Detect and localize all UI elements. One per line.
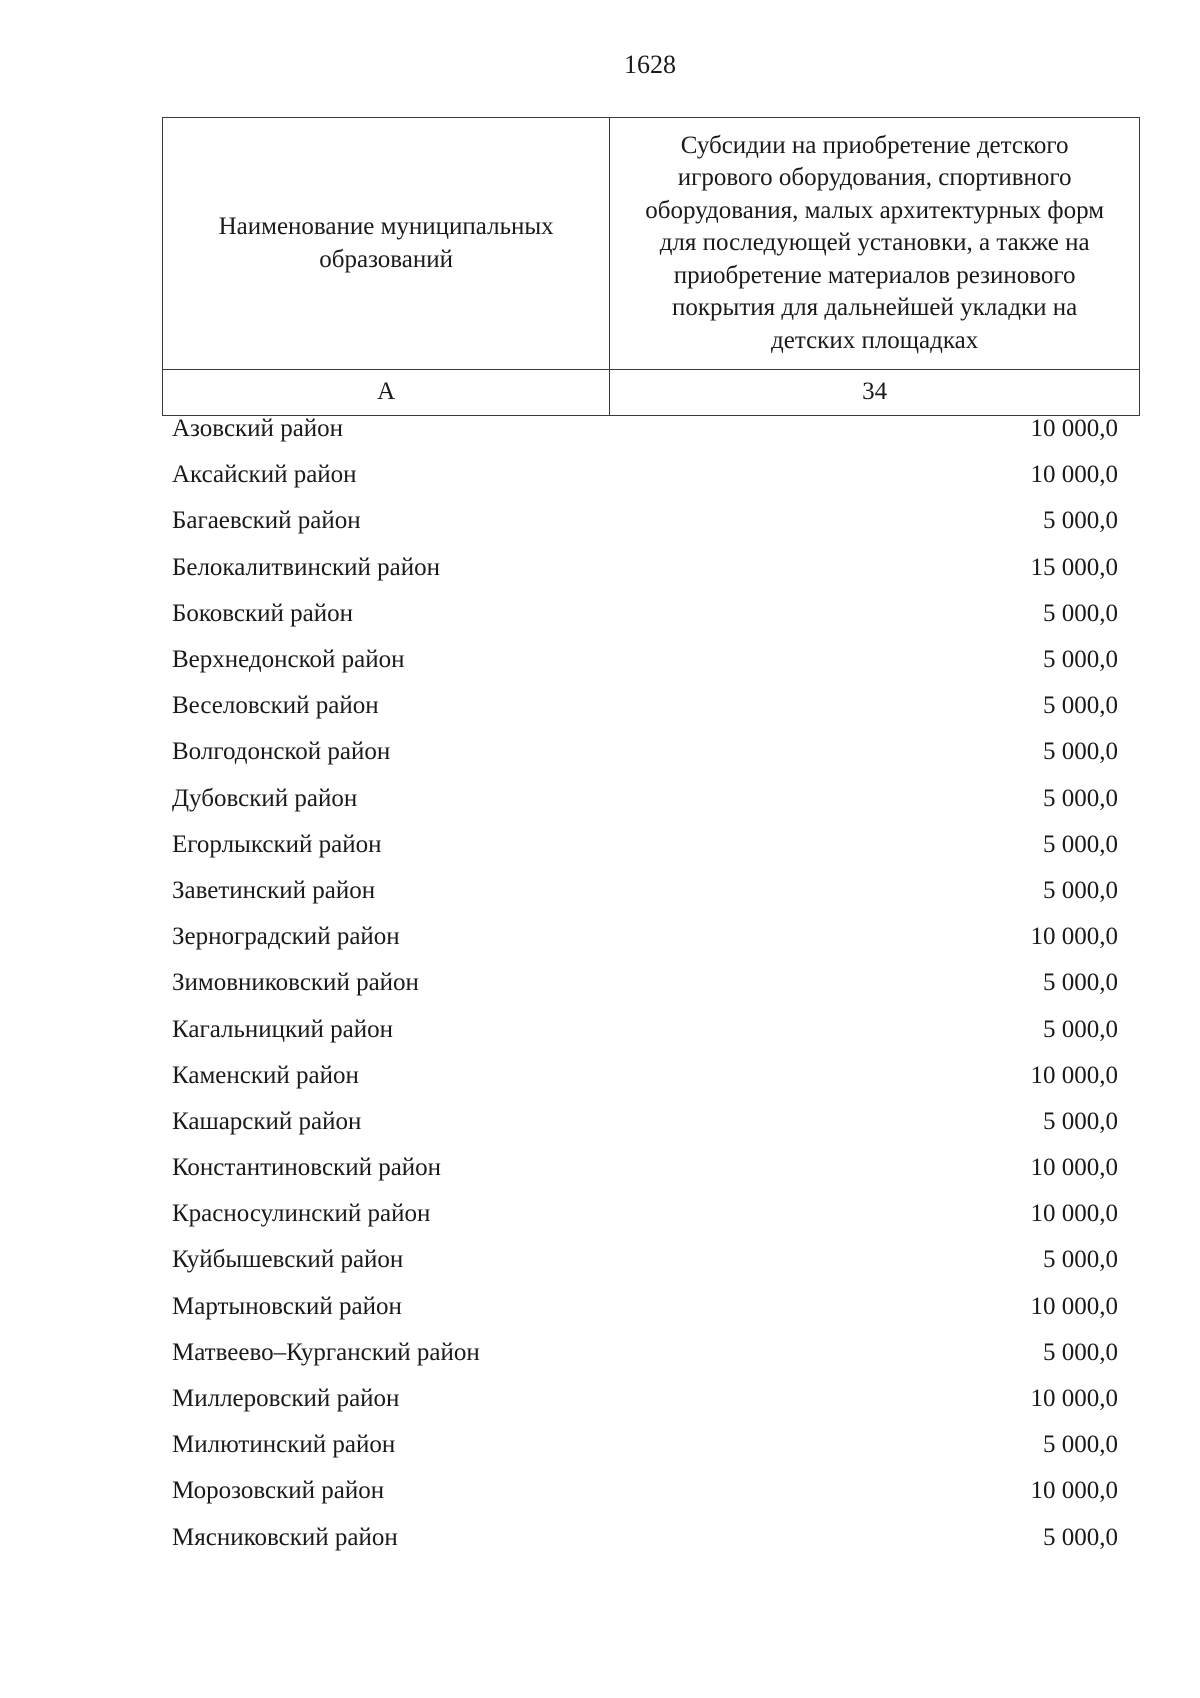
row-value: 10 000,0: [1030, 415, 1118, 443]
table-row: [172, 1237, 1118, 1283]
row-value: 5 000,0: [1043, 1523, 1118, 1551]
row-name: Верхнедонской район: [172, 646, 405, 674]
header-row: [163, 118, 1140, 370]
table-row: [172, 683, 1118, 729]
table-row: [172, 1284, 1118, 1330]
row-name: Аксайский район: [172, 461, 357, 489]
table-row: [172, 545, 1118, 591]
row-value: 5 000,0: [1043, 599, 1118, 627]
table-row: [172, 406, 1118, 452]
table-row: [172, 776, 1118, 822]
table-row: [172, 498, 1118, 544]
table-row: [172, 1376, 1118, 1422]
row-name: Веселовский район: [172, 692, 379, 720]
table-row: [172, 914, 1118, 960]
row-value: 5 000,0: [1043, 1246, 1118, 1274]
row-value: 10 000,0: [1030, 923, 1118, 951]
table-row: [172, 637, 1118, 683]
row-name: Егорлыкский район: [172, 830, 382, 858]
row-value: 10 000,0: [1030, 1477, 1118, 1505]
table-row: [172, 960, 1118, 1006]
row-name: Милютинский район: [172, 1431, 396, 1459]
table-row: [172, 868, 1118, 914]
table-row: [172, 822, 1118, 868]
row-name: Мясниковский район: [172, 1523, 398, 1551]
page-number: 1628: [624, 50, 676, 79]
row-name: Дубовский район: [172, 784, 358, 812]
table-row: [172, 1191, 1118, 1237]
row-name: Кашарский район: [172, 1107, 362, 1135]
table-row: [172, 729, 1118, 775]
row-value: 5 000,0: [1043, 830, 1118, 858]
row-name: Азовский район: [172, 415, 344, 443]
row-value: 5 000,0: [1043, 969, 1118, 997]
row-name: Каменский район: [172, 1061, 359, 1089]
table-body: [172, 406, 1118, 1561]
row-value: 5 000,0: [1043, 507, 1118, 535]
row-value: 10 000,0: [1030, 1061, 1118, 1089]
row-value: 5 000,0: [1043, 738, 1118, 766]
row-value: 5 000,0: [1043, 876, 1118, 904]
row-value: 5 000,0: [1043, 1338, 1118, 1366]
row-name: Морозовский район: [172, 1477, 385, 1505]
row-name: Куйбышевский район: [172, 1246, 404, 1274]
row-name: Мартыновский район: [172, 1292, 402, 1320]
row-value: 5 000,0: [1043, 784, 1118, 812]
row-value: 10 000,0: [1030, 1292, 1118, 1320]
row-value: 10 000,0: [1030, 461, 1118, 489]
row-value: 15 000,0: [1030, 553, 1118, 581]
row-name: Зерноградский район: [172, 923, 400, 951]
column-label-name: А: [163, 370, 610, 416]
row-name: Красносулинский район: [172, 1200, 431, 1228]
row-name: Миллеровский район: [172, 1385, 400, 1413]
row-value: 10 000,0: [1030, 1385, 1118, 1413]
table-row: [172, 591, 1118, 637]
table-row: [172, 1145, 1118, 1191]
row-value: 5 000,0: [1043, 1015, 1118, 1043]
row-name: Багаевский район: [172, 507, 361, 535]
header-value-column: Субсидии на приобретение детского игрового оборудования, спортивного оборудования, малых архитектурных форм для последующей установки, а также на приобретение материалов резинового покрытия для дальнейшей укладки на детских площадках: [610, 118, 1140, 370]
table-row: [172, 1099, 1118, 1145]
row-value: 5 000,0: [1043, 1107, 1118, 1135]
row-value: 5 000,0: [1043, 1431, 1118, 1459]
table-row: [172, 1330, 1118, 1376]
column-label-value: 34: [610, 370, 1140, 416]
table-row: [172, 1006, 1118, 1052]
row-name: Заветинский район: [172, 876, 376, 904]
table-row: [172, 1053, 1118, 1099]
row-name: Матвеево–Курганский район: [172, 1338, 480, 1366]
row-value: 5 000,0: [1043, 646, 1118, 674]
table-header: [162, 117, 1140, 416]
row-name: Кагальницкий район: [172, 1015, 394, 1043]
header-name-column: Наименование муниципальных образований: [163, 118, 610, 370]
table-row: [172, 1515, 1118, 1561]
row-value: 10 000,0: [1030, 1154, 1118, 1182]
table-row: [172, 1422, 1118, 1468]
table-row: [172, 1468, 1118, 1514]
table-row: [172, 452, 1118, 498]
row-name: Волгодонской район: [172, 738, 391, 766]
row-value: 10 000,0: [1030, 1200, 1118, 1228]
row-name: Зимовниковский район: [172, 969, 419, 997]
row-value: 5 000,0: [1043, 692, 1118, 720]
row-name: Константиновский район: [172, 1154, 442, 1182]
row-name: Боковский район: [172, 599, 353, 627]
row-name: Белокалитвинский район: [172, 553, 440, 581]
